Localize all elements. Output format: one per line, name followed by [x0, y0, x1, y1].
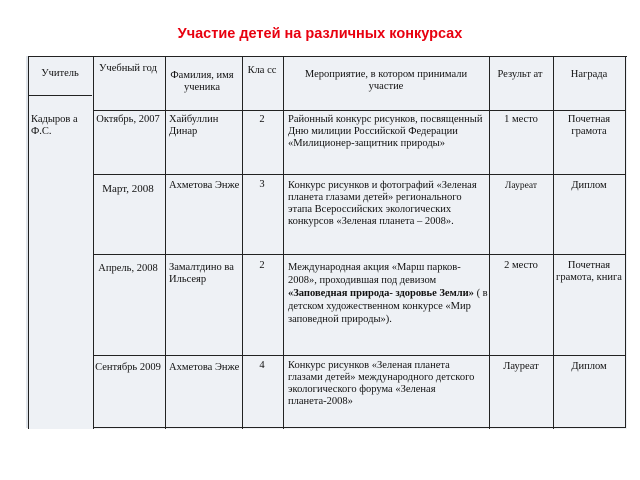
row-1-year: Октябрь, 2007	[96, 114, 160, 125]
top-border	[28, 56, 626, 57]
row-divider	[93, 174, 626, 175]
right-border	[625, 56, 626, 428]
row-2-class: 3	[259, 179, 265, 190]
header-divider	[28, 95, 92, 96]
row-3-event-note: ( в детском художественном конкурсе «Мир заповедной природы»).	[288, 288, 488, 325]
header-class: Кла сс	[247, 65, 277, 76]
row-3-award: Почетная грамота, книга	[556, 260, 622, 283]
row-3-result: 2 место	[504, 260, 538, 271]
row-2-event: Конкурс рисунков и фотографий «Зеленая планета глазами детей» регионального этапа Всероссийских экологических конкурсов «Зеленая планета – 2008».	[288, 180, 477, 227]
header-name: Фамилия, имя ученика	[170, 70, 234, 93]
column-award	[553, 56, 627, 429]
header-award: Награда	[570, 69, 608, 80]
row-2-result: Лауреат	[504, 181, 538, 191]
row-3-class: 2	[259, 260, 265, 271]
header-result: Результ ат	[497, 69, 543, 80]
header-year: Учебный год	[99, 63, 157, 74]
row-3-event-text: Международная акция «Марш парков- 2008», проходившая под девизом	[288, 262, 461, 286]
row-1-result: 1 место	[504, 114, 538, 125]
row-4-name: Ахметова Энже	[169, 362, 240, 373]
header-event: Мероприятие, в котором принимали участие	[304, 69, 468, 92]
row-4-result: Лауреат	[503, 361, 539, 372]
row-2-year: Март, 2008	[102, 183, 154, 195]
row-4-event: Конкурс рисунков «Зеленая планета глазами детей» международного детского экологического форума «Зеленая планета-2008»	[288, 360, 475, 407]
bottom-border	[93, 427, 626, 428]
row-4-year: Сентябрь 2009	[95, 362, 161, 373]
row-3-name: Замалтдино ва Ильсеяр	[169, 262, 234, 285]
row-1-name: Хайбуллин Динар	[169, 114, 219, 137]
teacher-name: Кадыров а Ф.С.	[31, 114, 78, 137]
header-divider	[93, 110, 626, 111]
row-3-event	[288, 261, 488, 326]
row-3-year: Апрель, 2008	[98, 263, 158, 274]
row-divider	[93, 355, 626, 356]
row-3-event-motto: «Заповедная природа- здоровье Земли»	[288, 288, 474, 299]
row-1-event: Районный конкурс рисунков, посвященный Дню милиции Российской Федерации «Милиционер-защитник природы»	[288, 114, 483, 149]
row-divider	[93, 254, 626, 255]
row-4-class: 4	[259, 360, 265, 371]
row-2-award: Диплом	[571, 180, 607, 191]
page-title: Участие детей на различных конкурсах	[177, 26, 463, 42]
header-teacher: Учитель	[41, 68, 79, 79]
row-4-award: Диплом	[571, 361, 607, 372]
row-2-name: Ахметова Энже	[169, 180, 240, 191]
row-1-class: 2	[259, 114, 265, 125]
row-1-award: Почетная грамота	[567, 114, 611, 137]
